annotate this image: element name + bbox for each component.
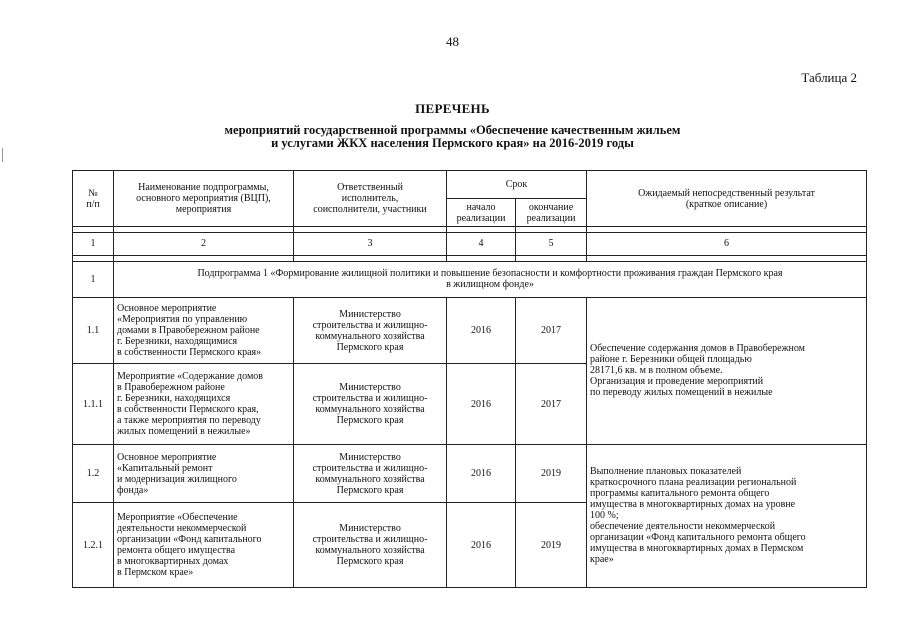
row-start: 2016 — [447, 297, 516, 363]
subprogram-num: 1 — [73, 261, 114, 297]
table-row — [73, 297, 867, 363]
row-end: 2019 — [516, 503, 587, 588]
row-executor: Министерство строительства и жилищно- коммунального хозяйства Пермского края — [294, 297, 447, 363]
row-start: 2016 — [447, 364, 516, 445]
row-executor: Министерство строительства и жилищно- коммунального хозяйства Пермского края — [294, 444, 447, 502]
page-number: 48 — [446, 34, 459, 49]
document-title: ПЕРЕЧЕНЬ — [415, 101, 490, 116]
program-activities-table — [72, 170, 867, 588]
header-term: Срок — [447, 171, 587, 199]
row-end: 2017 — [516, 297, 587, 363]
row-executor: Министерство строительства и жилищно- коммунального хозяйства Пермского края — [294, 503, 447, 588]
row-num: 1.1.1 — [73, 364, 114, 445]
header-row — [73, 171, 867, 199]
header-name: Наименование подпрограммы, основного мероприятия (ВЦП), мероприятия — [114, 171, 294, 227]
document-subtitle — [0, 124, 905, 150]
header-start: начало реализации — [447, 199, 516, 227]
row-num: 1.2.1 — [73, 503, 114, 588]
table-row — [73, 444, 867, 502]
subtitle-line-1: мероприятий государственной программы «Обеспечение качественным жильем — [224, 123, 681, 137]
row-name: Основное мероприятие «Мероприятия по управлению домами в Правобережном районе г. Березники, находящимися в собственности Пермского края» — [114, 297, 294, 363]
row-end: 2017 — [516, 364, 587, 445]
row-end: 2019 — [516, 444, 587, 502]
row-num: 1.1 — [73, 297, 114, 363]
result-group-2: Выполнение плановых показателей краткосрочного плана реализации региональной программы капитального ремонта общего имущества в многоквартирных домах на уровне 100 %; обеспечение деятельности некоммерческой организации «Фонд капитального ремонта общего имущества в многоквартирных домах в Пермском крае» — [587, 444, 867, 587]
result-group-1: Обеспечение содержания домов в Правобережном районе г. Березники общей площадью 28171,6 кв. м в полном объеме. Организация и проведение мероприятий по переводу жилых помещений в нежилые — [587, 297, 867, 444]
subprogram-title: Подпрограмма 1 «Формирование жилищной политики и повышение безопасности и комфортности проживания граждан Пермского края в жилищном фонде» — [114, 261, 867, 297]
margin-mark — [2, 148, 3, 162]
col-number: 5 — [516, 233, 587, 255]
subtitle-line-2: и услугами ЖКХ населения Пермского края» на 2016-2019 годы — [271, 136, 634, 150]
row-start: 2016 — [447, 503, 516, 588]
row-start: 2016 — [447, 444, 516, 502]
col-number: 4 — [447, 233, 516, 255]
row-num: 1.2 — [73, 444, 114, 502]
col-number: 2 — [114, 233, 294, 255]
row-executor: Министерство строительства и жилищно- коммунального хозяйства Пермского края — [294, 364, 447, 445]
header-executor: Ответственный исполнитель, соисполнители, участники — [294, 171, 447, 227]
row-name: Мероприятие «Содержание домов в Правобережном районе г. Березники, находящихся в собственности Пермского края, а также мероприятия по переводу жилых помещений в нежилые» — [114, 364, 294, 445]
row-name: Мероприятие «Обеспечение деятельности некоммерческой организации «Фонд капитального ремонта общего имущества в многоквартирных домах в Пермском крае» — [114, 503, 294, 588]
table-label: Таблица 2 — [801, 70, 857, 85]
col-number: 1 — [73, 233, 114, 255]
column-numbers-row — [73, 233, 867, 255]
header-result: Ожидаемый непосредственный результат (краткое описание) — [587, 171, 867, 227]
row-name: Основное мероприятие «Капитальный ремонт и модернизация жилищного фонда» — [114, 444, 294, 502]
col-number: 6 — [587, 233, 867, 255]
header-end: окончание реализации — [516, 199, 587, 227]
header-num: № п/п — [73, 171, 114, 227]
subprogram-row — [73, 261, 867, 297]
col-number: 3 — [294, 233, 447, 255]
